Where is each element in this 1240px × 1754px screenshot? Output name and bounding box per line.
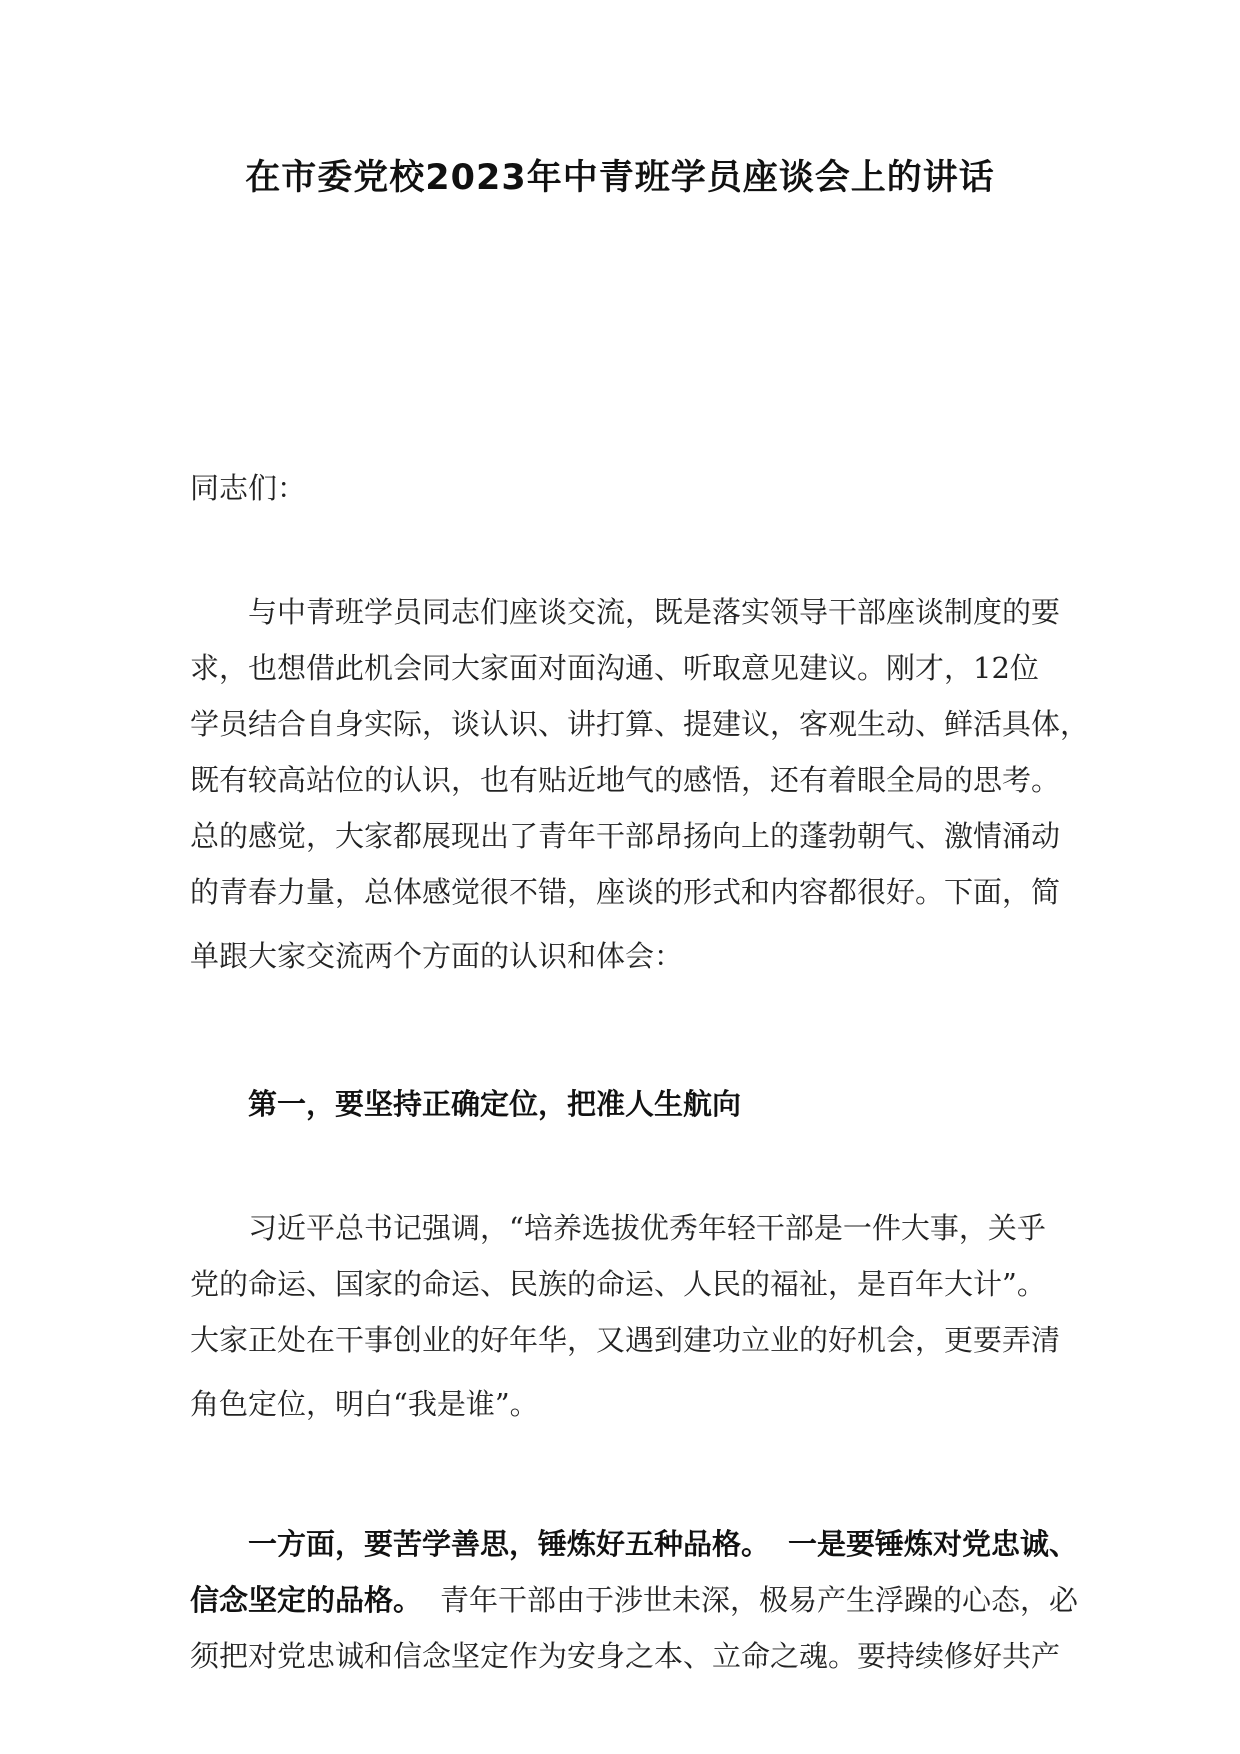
paragraph-line — [190, 1572, 1079, 1628]
paragraph-line: 学员结合自身实际，谈认识、讲打算、提建议，客观生动、鲜活具体， — [190, 707, 1090, 741]
section-paragraph — [190, 1200, 1061, 1432]
paragraph-line: 习近平总书记强调，“培养选拔优秀年轻干部是一件大事，关乎 — [248, 1211, 1046, 1245]
plain-phrase: 青年干部由于涉世未深，极易产生浮躁的心态，必 — [440, 1583, 1079, 1617]
paragraph-line: 单跟大家交流两个方面的认识和体会： — [190, 939, 684, 973]
paragraph-line: 总的感觉，大家都展现出了青年干部昂扬向上的蓬勃朝气、激情涌动 — [190, 819, 1061, 853]
document-title: 在市委党校2023年中青班学员座谈会上的讲话 — [245, 158, 995, 198]
paragraph-line: 党的命运、国家的命运、民族的命运、人民的福祉，是百年大计”。 — [190, 1267, 1046, 1301]
paragraph-line: 的青春力量，总体感觉很不错，座谈的形式和内容都很好。下面，简 — [190, 875, 1061, 909]
section-heading: 第一，要坚持正确定位，把准人生航向 — [248, 1087, 742, 1121]
paragraph-line — [190, 1516, 1079, 1572]
paragraph-line: 既有较高站位的认识，也有贴近地气的感悟，还有着眼全局的思考。 — [190, 763, 1061, 797]
paragraph-line: 角色定位，明白“我是谁”。 — [190, 1387, 539, 1421]
bold-phrase: 一方面，要苦学善思，锤炼好五种品格。 — [248, 1527, 771, 1561]
paragraph-line: 须把对党忠诚和信念坚定作为安身之本、立命之魂。要持续修好共产 — [190, 1639, 1061, 1673]
intro-paragraph — [190, 584, 1090, 984]
salutation: 同志们： — [190, 471, 307, 505]
bold-phrase: 信念坚定的品格。 — [190, 1583, 423, 1617]
bold-phrase: 一是要锤炼对党忠诚、 — [788, 1527, 1079, 1561]
subsection-paragraph — [190, 1516, 1079, 1684]
paragraph-line: 大家正处在干事创业的好年华，又遇到建功立业的好机会，更要弄清 — [190, 1323, 1061, 1357]
paragraph-line: 求，也想借此机会同大家面对面沟通、听取意见建议。刚才，12位 — [190, 651, 1039, 685]
paragraph-line: 与中青班学员同志们座谈交流，既是落实领导干部座谈制度的要 — [248, 595, 1061, 629]
